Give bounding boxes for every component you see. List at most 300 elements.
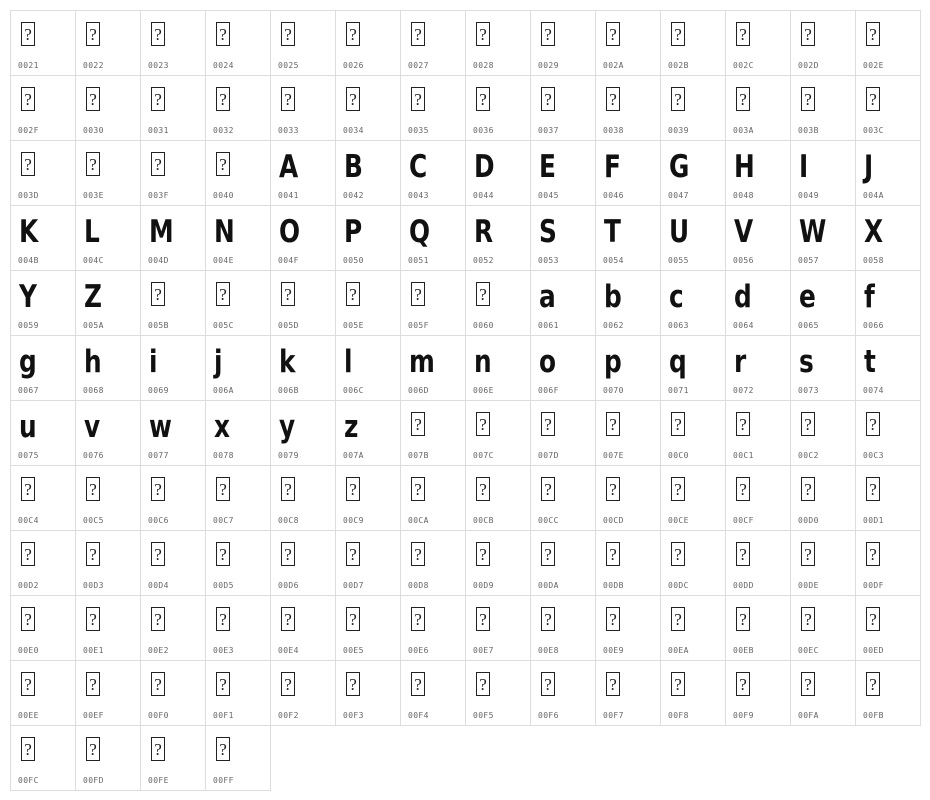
glyph-preview: y xyxy=(279,408,296,445)
glyph-code-label: 00D8 xyxy=(408,581,429,590)
glyph-preview: o xyxy=(539,343,557,380)
glyph-cell xyxy=(76,271,141,336)
glyph-code-label: 00C1 xyxy=(733,451,754,460)
glyph-cell xyxy=(791,466,856,531)
missing-glyph-icon: ? xyxy=(736,607,750,631)
missing-glyph-icon: ? xyxy=(801,477,815,501)
glyph-cell xyxy=(76,531,141,596)
glyph-cell xyxy=(401,11,466,76)
glyph-code-label: 002F xyxy=(18,126,39,135)
glyph-cell xyxy=(531,466,596,531)
glyph-cell xyxy=(336,76,401,141)
glyph-cell xyxy=(531,206,596,271)
glyph-cell xyxy=(206,336,271,401)
glyph-cell xyxy=(466,596,531,661)
missing-glyph-icon: ? xyxy=(671,542,685,566)
missing-glyph-icon: ? xyxy=(21,737,35,761)
missing-glyph-icon: ? xyxy=(801,22,815,46)
missing-glyph-icon: ? xyxy=(671,672,685,696)
glyph-cell xyxy=(791,661,856,726)
glyph-code-label: 00CC xyxy=(538,516,559,525)
glyph-code-label: 00C0 xyxy=(668,451,689,460)
missing-glyph-icon: ? xyxy=(736,412,750,436)
glyph-preview: P xyxy=(344,213,363,250)
glyph-code-label: 005E xyxy=(343,321,364,330)
glyph-preview: c xyxy=(669,278,684,315)
missing-glyph-icon: ? xyxy=(476,542,490,566)
glyph-cell xyxy=(856,661,921,726)
missing-glyph-icon: ? xyxy=(86,22,100,46)
glyph-code-label: 00D2 xyxy=(18,581,39,590)
glyph-code-label: 00EF xyxy=(83,711,104,720)
glyph-cell xyxy=(596,76,661,141)
glyph-cell xyxy=(791,531,856,596)
glyph-preview: Z xyxy=(84,278,102,315)
glyph-cell xyxy=(206,141,271,206)
glyph-code-label: 00E2 xyxy=(148,646,169,655)
glyph-code-label: 007A xyxy=(343,451,364,460)
glyph-code-label: 0073 xyxy=(798,386,819,395)
missing-glyph-icon: ? xyxy=(801,607,815,631)
missing-glyph-icon: ? xyxy=(541,87,555,111)
missing-glyph-icon: ? xyxy=(411,282,425,306)
glyph-code-label: 00E8 xyxy=(538,646,559,655)
glyph-code-label: 006E xyxy=(473,386,494,395)
glyph-cell xyxy=(791,141,856,206)
missing-glyph-icon: ? xyxy=(346,607,360,631)
glyph-code-label: 00F2 xyxy=(278,711,299,720)
glyph-cell xyxy=(141,466,206,531)
glyph-preview: S xyxy=(539,213,557,250)
glyph-cell xyxy=(336,531,401,596)
glyph-code-label: 0063 xyxy=(668,321,689,330)
missing-glyph-icon: ? xyxy=(801,672,815,696)
glyph-cell xyxy=(11,531,76,596)
missing-glyph-icon: ? xyxy=(866,672,880,696)
glyph-code-label: 0053 xyxy=(538,256,559,265)
glyph-cell xyxy=(271,401,336,466)
glyph-code-label: 00D6 xyxy=(278,581,299,590)
glyph-cell xyxy=(531,336,596,401)
glyph-cell xyxy=(726,11,791,76)
missing-glyph-icon: ? xyxy=(606,607,620,631)
glyph-code-label: 003D xyxy=(18,191,39,200)
glyph-cell xyxy=(401,466,466,531)
missing-glyph-icon: ? xyxy=(281,22,295,46)
glyph-code-label: 0079 xyxy=(278,451,299,460)
glyph-code-label: 006F xyxy=(538,386,559,395)
missing-glyph-icon: ? xyxy=(476,672,490,696)
glyph-cell xyxy=(271,76,336,141)
missing-glyph-icon: ? xyxy=(411,412,425,436)
glyph-cell xyxy=(76,661,141,726)
glyph-code-label: 00E5 xyxy=(343,646,364,655)
glyph-cell xyxy=(206,271,271,336)
glyph-cell xyxy=(206,76,271,141)
missing-glyph-icon: ? xyxy=(21,22,35,46)
missing-glyph-icon: ? xyxy=(606,22,620,46)
glyph-code-label: 0059 xyxy=(18,321,39,330)
glyph-preview: w xyxy=(149,408,172,445)
missing-glyph-icon: ? xyxy=(606,87,620,111)
glyph-preview: C xyxy=(409,148,428,185)
glyph-code-label: 0078 xyxy=(213,451,234,460)
missing-glyph-icon: ? xyxy=(216,477,230,501)
glyph-cell xyxy=(141,726,206,791)
missing-glyph-icon: ? xyxy=(541,542,555,566)
missing-glyph-icon: ? xyxy=(86,737,100,761)
glyph-code-label: 00EB xyxy=(733,646,754,655)
missing-glyph-icon: ? xyxy=(151,87,165,111)
glyph-code-label: 00C8 xyxy=(278,516,299,525)
glyph-code-label: 00D7 xyxy=(343,581,364,590)
glyph-cell xyxy=(76,206,141,271)
glyph-cell xyxy=(661,466,726,531)
glyph-code-label: 0044 xyxy=(473,191,494,200)
glyph-code-label: 0024 xyxy=(213,61,234,70)
missing-glyph-icon: ? xyxy=(606,672,620,696)
glyph-cell xyxy=(596,336,661,401)
missing-glyph-icon: ? xyxy=(151,672,165,696)
glyph-cell xyxy=(271,466,336,531)
glyph-preview: G xyxy=(669,148,690,185)
glyph-preview: b xyxy=(604,278,622,315)
glyph-code-label: 006A xyxy=(213,386,234,395)
glyph-code-label: 0038 xyxy=(603,126,624,135)
glyph-code-label: 00D9 xyxy=(473,581,494,590)
glyph-code-label: 00D0 xyxy=(798,516,819,525)
glyph-code-label: 00D3 xyxy=(83,581,104,590)
glyph-cell xyxy=(791,76,856,141)
missing-glyph-icon: ? xyxy=(801,87,815,111)
glyph-cell xyxy=(11,206,76,271)
glyph-cell xyxy=(401,531,466,596)
glyph-cell xyxy=(856,206,921,271)
glyph-cell xyxy=(726,271,791,336)
glyph-code-label: 0026 xyxy=(343,61,364,70)
glyph-code-label: 0022 xyxy=(83,61,104,70)
glyph-code-label: 00F0 xyxy=(148,711,169,720)
missing-glyph-icon: ? xyxy=(606,412,620,436)
glyph-cell xyxy=(141,401,206,466)
glyph-code-label: 00DA xyxy=(538,581,559,590)
glyph-cell xyxy=(661,11,726,76)
glyph-code-label: 0064 xyxy=(733,321,754,330)
missing-glyph-icon: ? xyxy=(736,477,750,501)
glyph-cell xyxy=(206,531,271,596)
glyph-code-label: 00CF xyxy=(733,516,754,525)
glyph-code-label: 0033 xyxy=(278,126,299,135)
missing-glyph-icon: ? xyxy=(866,607,880,631)
glyph-code-label: 00FE xyxy=(148,776,169,785)
glyph-code-label: 00E9 xyxy=(603,646,624,655)
glyph-preview: v xyxy=(84,408,101,445)
glyph-code-label: 0060 xyxy=(473,321,494,330)
glyph-preview: J xyxy=(864,148,874,185)
glyph-preview: r xyxy=(734,343,747,380)
missing-glyph-icon: ? xyxy=(606,542,620,566)
glyph-cell xyxy=(856,141,921,206)
glyph-cell xyxy=(401,336,466,401)
glyph-cell xyxy=(596,141,661,206)
glyph-code-label: 0023 xyxy=(148,61,169,70)
glyph-code-label: 007B xyxy=(408,451,429,460)
glyph-code-label: 0069 xyxy=(148,386,169,395)
glyph-cell xyxy=(726,661,791,726)
missing-glyph-icon: ? xyxy=(866,542,880,566)
glyph-code-label: 00FF xyxy=(213,776,234,785)
glyph-cell xyxy=(141,336,206,401)
glyph-preview: R xyxy=(474,213,494,250)
missing-glyph-icon: ? xyxy=(541,412,555,436)
glyph-preview: f xyxy=(864,278,875,315)
glyph-code-label: 0052 xyxy=(473,256,494,265)
glyph-code-label: 00CB xyxy=(473,516,494,525)
missing-glyph-icon: ? xyxy=(151,607,165,631)
glyph-cell xyxy=(401,271,466,336)
glyph-code-label: 003B xyxy=(798,126,819,135)
missing-glyph-icon: ? xyxy=(736,672,750,696)
glyph-cell xyxy=(596,401,661,466)
missing-glyph-icon: ? xyxy=(411,22,425,46)
glyph-cell xyxy=(271,141,336,206)
glyph-preview: F xyxy=(604,148,621,185)
glyph-cell xyxy=(466,531,531,596)
glyph-code-label: 003E xyxy=(83,191,104,200)
glyph-preview: h xyxy=(84,343,102,380)
glyph-cell xyxy=(336,206,401,271)
glyph-preview: B xyxy=(344,148,363,185)
missing-glyph-icon: ? xyxy=(216,22,230,46)
glyph-cell xyxy=(856,401,921,466)
glyph-code-label: 006C xyxy=(343,386,364,395)
glyph-cell xyxy=(531,76,596,141)
glyph-cell xyxy=(531,11,596,76)
missing-glyph-icon: ? xyxy=(281,672,295,696)
missing-glyph-icon: ? xyxy=(541,607,555,631)
glyph-code-label: 0030 xyxy=(83,126,104,135)
glyph-cell xyxy=(856,466,921,531)
glyph-code-label: 0021 xyxy=(18,61,39,70)
missing-glyph-icon: ? xyxy=(86,87,100,111)
glyph-cell xyxy=(596,661,661,726)
glyph-cell xyxy=(856,531,921,596)
glyph-cell xyxy=(401,76,466,141)
glyph-code-label: 00DE xyxy=(798,581,819,590)
glyph-cell xyxy=(141,141,206,206)
glyph-cell xyxy=(11,466,76,531)
glyph-preview: n xyxy=(474,343,492,380)
glyph-code-label: 005A xyxy=(83,321,104,330)
glyph-preview: u xyxy=(19,408,37,445)
missing-glyph-icon: ? xyxy=(86,542,100,566)
glyph-code-label: 002C xyxy=(733,61,754,70)
glyph-cell xyxy=(661,531,726,596)
glyph-code-label: 006D xyxy=(408,386,429,395)
glyph-cell xyxy=(726,596,791,661)
missing-glyph-icon: ? xyxy=(216,87,230,111)
glyph-cell xyxy=(531,141,596,206)
missing-glyph-icon: ? xyxy=(736,87,750,111)
glyph-code-label: 0040 xyxy=(213,191,234,200)
missing-glyph-icon: ? xyxy=(346,477,360,501)
glyph-cell xyxy=(271,661,336,726)
glyph-preview: V xyxy=(734,213,754,250)
glyph-code-label: 002A xyxy=(603,61,624,70)
glyph-cell xyxy=(856,76,921,141)
glyph-code-label: 007E xyxy=(603,451,624,460)
glyph-preview: t xyxy=(864,343,876,380)
missing-glyph-icon: ? xyxy=(151,477,165,501)
glyph-preview: E xyxy=(539,148,556,185)
glyph-cell xyxy=(11,76,76,141)
glyph-cell xyxy=(726,531,791,596)
glyph-cell xyxy=(336,271,401,336)
glyph-cell xyxy=(206,11,271,76)
glyph-code-label: 004C xyxy=(83,256,104,265)
glyph-cell xyxy=(271,596,336,661)
glyph-cell xyxy=(401,596,466,661)
missing-glyph-icon: ? xyxy=(281,477,295,501)
glyph-preview: p xyxy=(604,343,622,380)
glyph-cell xyxy=(466,271,531,336)
glyph-code-label: 00DD xyxy=(733,581,754,590)
glyph-cell xyxy=(791,401,856,466)
missing-glyph-icon: ? xyxy=(216,152,230,176)
missing-glyph-icon: ? xyxy=(671,412,685,436)
glyph-preview: T xyxy=(604,213,621,250)
missing-glyph-icon: ? xyxy=(21,542,35,566)
glyph-preview: d xyxy=(734,278,752,315)
glyph-code-label: 004F xyxy=(278,256,299,265)
missing-glyph-icon: ? xyxy=(216,542,230,566)
glyph-preview: l xyxy=(344,343,353,380)
glyph-code-label: 0070 xyxy=(603,386,624,395)
glyph-preview: x xyxy=(214,408,230,445)
missing-glyph-icon: ? xyxy=(281,542,295,566)
missing-glyph-icon: ? xyxy=(21,87,35,111)
glyph-code-label: 007D xyxy=(538,451,559,460)
glyph-code-label: 0029 xyxy=(538,61,559,70)
glyph-cell xyxy=(206,206,271,271)
glyph-code-label: 00D4 xyxy=(148,581,169,590)
glyph-preview: U xyxy=(669,213,690,250)
glyph-cell xyxy=(726,336,791,401)
glyph-cell xyxy=(661,206,726,271)
glyph-cell xyxy=(726,466,791,531)
glyph-code-label: 0066 xyxy=(863,321,884,330)
glyph-preview: Y xyxy=(19,278,37,315)
glyph-cell xyxy=(11,401,76,466)
glyph-code-label: 0027 xyxy=(408,61,429,70)
glyph-cell xyxy=(11,336,76,401)
glyph-code-label: 0055 xyxy=(668,256,689,265)
glyph-code-label: 0049 xyxy=(798,191,819,200)
glyph-preview: A xyxy=(279,148,299,185)
glyph-cell xyxy=(531,401,596,466)
glyph-code-label: 0039 xyxy=(668,126,689,135)
missing-glyph-icon: ? xyxy=(86,152,100,176)
missing-glyph-icon: ? xyxy=(411,607,425,631)
glyph-code-label: 003A xyxy=(733,126,754,135)
glyph-cell xyxy=(11,596,76,661)
missing-glyph-icon: ? xyxy=(866,22,880,46)
glyph-cell xyxy=(661,401,726,466)
glyph-preview: a xyxy=(539,278,556,315)
glyph-code-label: 00C7 xyxy=(213,516,234,525)
missing-glyph-icon: ? xyxy=(86,607,100,631)
glyph-cell xyxy=(531,596,596,661)
glyph-cell xyxy=(76,401,141,466)
missing-glyph-icon: ? xyxy=(21,152,35,176)
glyph-cell xyxy=(206,661,271,726)
glyph-cell xyxy=(856,271,921,336)
glyph-code-label: 00EC xyxy=(798,646,819,655)
glyph-cell xyxy=(271,206,336,271)
glyph-cell xyxy=(206,401,271,466)
glyph-cell xyxy=(726,206,791,271)
glyph-cell xyxy=(596,596,661,661)
glyph-code-label: 00E6 xyxy=(408,646,429,655)
glyph-cell xyxy=(76,466,141,531)
glyph-cell xyxy=(271,336,336,401)
glyph-cell xyxy=(11,141,76,206)
glyph-code-label: 00CE xyxy=(668,516,689,525)
glyph-code-label: 004B xyxy=(18,256,39,265)
missing-glyph-icon: ? xyxy=(151,542,165,566)
glyph-code-label: 0047 xyxy=(668,191,689,200)
glyph-code-label: 00E0 xyxy=(18,646,39,655)
glyph-code-label: 0048 xyxy=(733,191,754,200)
glyph-cell xyxy=(466,401,531,466)
glyph-cell xyxy=(206,726,271,791)
missing-glyph-icon: ? xyxy=(671,477,685,501)
glyph-cell xyxy=(401,401,466,466)
glyph-preview: e xyxy=(799,278,816,315)
glyph-code-label: 0065 xyxy=(798,321,819,330)
glyph-cell xyxy=(661,336,726,401)
missing-glyph-icon: ? xyxy=(476,607,490,631)
glyph-cell xyxy=(726,76,791,141)
glyph-cell xyxy=(271,271,336,336)
glyph-code-label: 0072 xyxy=(733,386,754,395)
glyph-code-label: 0062 xyxy=(603,321,624,330)
missing-glyph-icon: ? xyxy=(346,22,360,46)
missing-glyph-icon: ? xyxy=(671,87,685,111)
glyph-cell xyxy=(11,726,76,791)
missing-glyph-icon: ? xyxy=(411,87,425,111)
glyph-cell xyxy=(401,206,466,271)
glyph-code-label: 00EE xyxy=(18,711,39,720)
glyph-code-label: 00F6 xyxy=(538,711,559,720)
missing-glyph-icon: ? xyxy=(801,542,815,566)
glyph-code-label: 00C3 xyxy=(863,451,884,460)
glyph-preview: Q xyxy=(409,213,431,250)
glyph-preview: g xyxy=(19,343,37,380)
glyph-preview: m xyxy=(409,343,435,380)
glyph-cell xyxy=(466,141,531,206)
glyph-code-label: 00E3 xyxy=(213,646,234,655)
glyph-cell xyxy=(661,76,726,141)
glyph-code-label: 00FD xyxy=(83,776,104,785)
missing-glyph-icon: ? xyxy=(866,412,880,436)
glyph-code-label: 00EA xyxy=(668,646,689,655)
glyph-cell xyxy=(596,206,661,271)
glyph-cell xyxy=(466,336,531,401)
glyph-cell xyxy=(531,271,596,336)
glyph-cell xyxy=(791,206,856,271)
missing-glyph-icon: ? xyxy=(476,477,490,501)
